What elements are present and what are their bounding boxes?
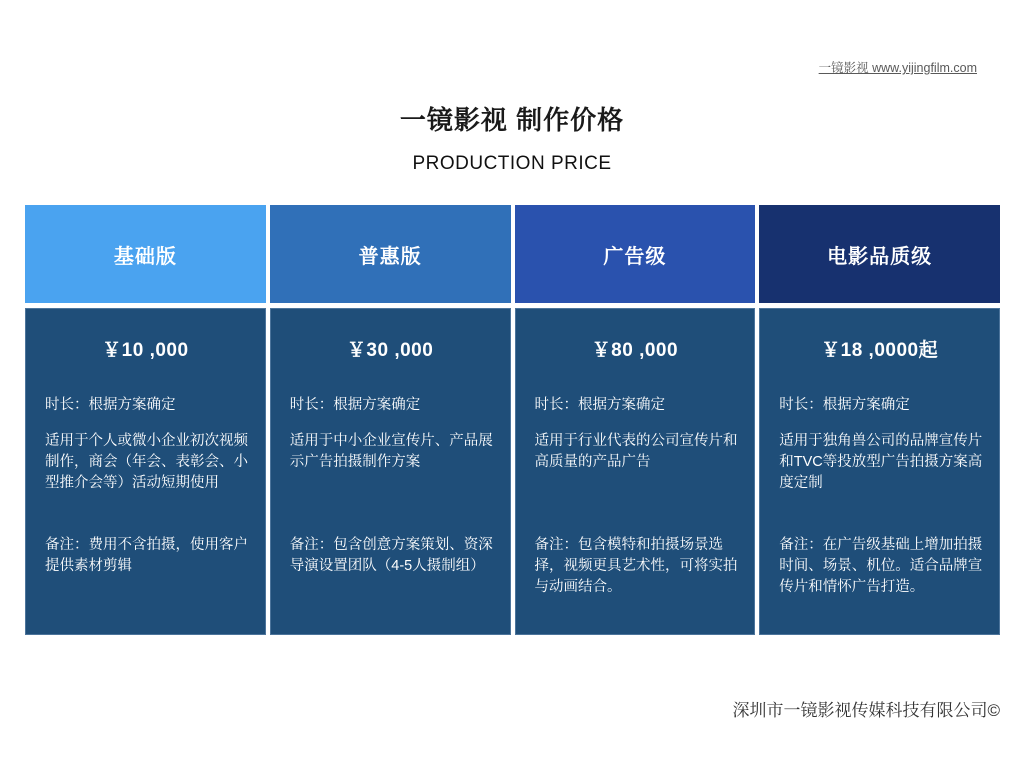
page-subtitle: PRODUCTION PRICE (412, 153, 612, 174)
tier-body-inclusive (270, 308, 511, 635)
tier-description: 适用于行业代表的公司宣传片和高质量的产品广告 (534, 433, 738, 470)
tier-price: ￥18 ,0000起 (821, 340, 939, 361)
page-title: 一镜影视 制作价格 (399, 105, 625, 135)
tier-column-advertising (515, 205, 756, 635)
tier-header-advertising: 广告级 (515, 205, 756, 303)
tier-price: ￥80 ,000 (591, 340, 679, 361)
tier-column-film-quality (759, 205, 1000, 635)
tier-description: 适用于中小企业宣传片、产品展示广告拍摄制作方案 (289, 433, 493, 470)
tier-duration: 时长：根据方案确定 (45, 397, 176, 413)
pricing-table (25, 205, 1000, 635)
tier-note: 备注：包含模特和拍摄场景选择，视频更具艺术性，可将实拍与动画结合。 (534, 537, 738, 595)
tier-note: 备注：在广告级基础上增加拍摄时间、场景、机位。适合品牌宣传片和情怀广告打造。 (779, 537, 983, 595)
tier-note: 备注：费用不含拍摄，使用客户提供素材剪辑 (45, 537, 248, 574)
tier-description: 适用于独角兽公司的品牌宣传片和TVC等投放型广告拍摄方案高度定制 (779, 433, 983, 491)
tier-duration: 时长：根据方案确定 (534, 397, 665, 413)
tier-duration: 时长：根据方案确定 (779, 397, 910, 413)
tier-body-film-quality (759, 308, 1000, 635)
tier-column-inclusive (270, 205, 511, 635)
tier-price: ￥30 ,000 (346, 340, 434, 361)
tier-column-basic (25, 205, 266, 635)
company-copyright: 深圳市一镜影视传媒科技有限公司© (732, 701, 1000, 720)
tier-price: ￥10 ,000 (102, 340, 189, 361)
tier-header-inclusive: 普惠版 (270, 205, 511, 303)
site-link[interactable]: 一镜影视 www.yijingfilm.com (818, 61, 977, 75)
tier-note: 备注：包含创意方案策划、资深导演设置团队（4-5人摄制组） (289, 537, 493, 574)
tier-duration: 时长：根据方案确定 (289, 397, 421, 413)
tier-header-film-quality: 电影品质级 (759, 205, 1000, 303)
tier-body-basic (25, 308, 266, 635)
tier-header-basic: 基础版 (25, 205, 266, 303)
tier-body-advertising (515, 308, 756, 635)
tier-description: 适用于个人或微小企业初次视频制作，商会（年会、表彰会、小型推介会等）活动短期使用 (45, 433, 248, 491)
